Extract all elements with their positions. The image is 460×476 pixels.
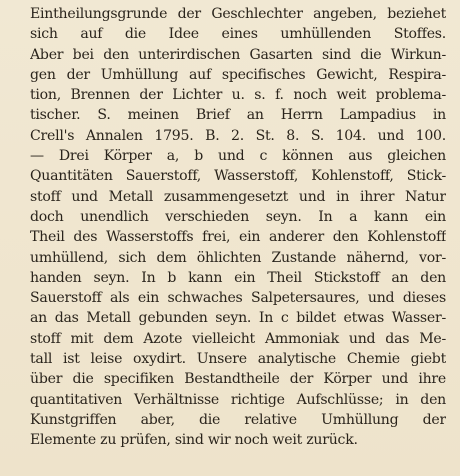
- text-line: Kunstgriffen aber, die relative Umhüllung der: [30, 411, 446, 428]
- text-line: stoff mit dem Azote vielleicht Ammoniak und das Me-: [30, 330, 446, 347]
- text-line: quantitativen Verhältnisse richtige Aufschlüsse; in den: [30, 391, 446, 408]
- text-line: tischer. S. meinen Brief an Herrn Lampadius in: [30, 107, 446, 124]
- text-line: sich auf die Idee eines umhüllenden Stoffes.: [30, 26, 446, 43]
- text-line: tion, Brennen der Lichter u. s. f. noch weit problema-: [30, 87, 446, 104]
- text-line: über die specifiken Bestandtheile der Körper und ihre: [30, 371, 446, 388]
- text-line: Eintheilungsgrunde der Geschlechter angeben, beziehet: [30, 6, 446, 22]
- text-line: — Drei Körper a, b und c können aus gleichen: [30, 148, 446, 165]
- text-line: stoff und Metall zusammengesetzt und in ihrer Natur: [30, 188, 446, 205]
- text-line: gen der Umhüllung auf specifisches Gewicht, Respira-: [30, 66, 446, 83]
- text-line: Theil des Wasserstoffs frei, ein anderer den Kohlenstoff: [30, 229, 446, 246]
- text-line: Sauerstoff als ein schwaches Salpetersaures, und dieses: [30, 290, 446, 307]
- text-line: handen seyn. In b kann ein Theil Stickstoff an den: [30, 269, 446, 286]
- text-line: Aber bei den unterirdischen Gasarten sind die Wirkun-: [30, 46, 446, 63]
- text-line: doch unendlich verschieden seyn. In a kann ein: [30, 208, 446, 225]
- text-line: tall ist leise oxydirt. Unsere analytische Chemie giebt: [30, 351, 446, 368]
- page-body-text: [30, 4, 446, 451]
- text-line: umhüllend, sich dem öhlichten Zustande nähernd, vor-: [30, 249, 446, 266]
- text-line: Crell's Annalen 1795. B. 2. St. 8. S. 104. und 100.: [30, 127, 446, 144]
- text-line: Quantitäten Sauerstoff, Wasserstoff, Kohlenstoff, Stick-: [30, 168, 446, 185]
- text-line-last: Elemente zu prüfen, sind wir noch weit zurück.: [30, 432, 358, 449]
- text-line: an das Metall gebunden seyn. In c bildet etwas Wasser-: [30, 310, 446, 327]
